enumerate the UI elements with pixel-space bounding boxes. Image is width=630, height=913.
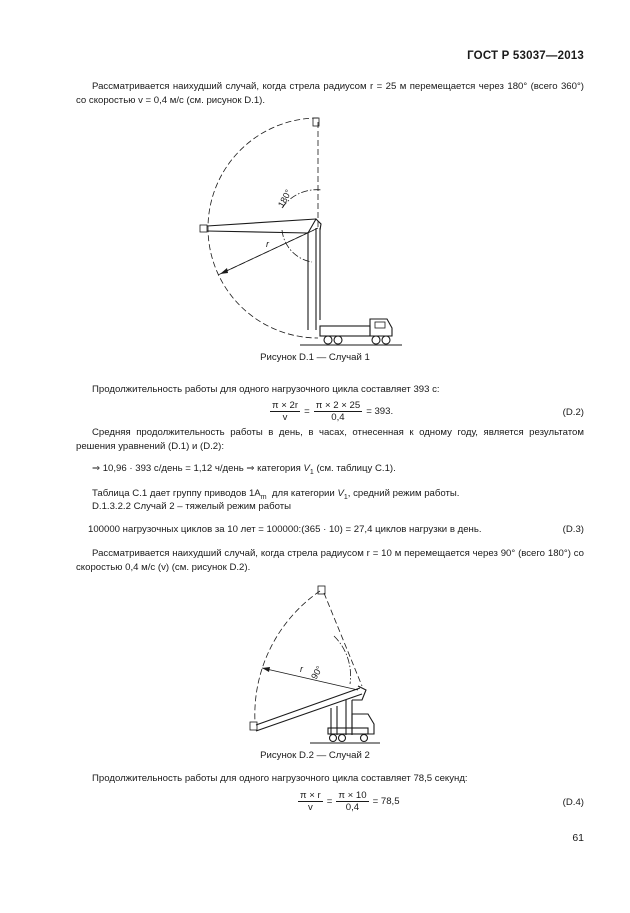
fig2-boom-tip xyxy=(250,722,257,730)
section-heading-case2: D.1.3.2.2 Случай 2 – тяжелый режим работы xyxy=(92,501,292,512)
paragraph-drive-group: Таблица С.1 дает группу приводов $1А_m$ для категории $V_1$, средний режим работы. xyxy=(92,488,460,501)
paragraph-case2-intro: Рассматривается наихудший случай, когда стрела радиусом r = 10 м перемещается через 90° (всего 180°) со скоростью 0,4 м/с (v) (см. рисунок D.2). xyxy=(76,548,584,573)
eq-d4-result: = 78,5 xyxy=(372,796,400,807)
paragraph-case1-intro: Рассматривается наихудший случай, когда стрела радиусом r = 25 м перемещается через 180° (всего 360°) со скоростью v = 0,4 м/с (см. рисунок D.1). xyxy=(76,81,584,106)
equation-d3: 100000 нагрузочных циклов за 10 лет = 100000:(365 · 10) = 27,4 циклов нагрузки в день. xyxy=(88,524,482,535)
equation-d2-number: (D.2) xyxy=(562,407,584,418)
fig1-radius-label: r xyxy=(266,239,269,249)
fig2-angle-label: 90° xyxy=(309,664,325,681)
equation-d3-number: (D.3) xyxy=(562,524,584,535)
equation-d4: $\frac{\pi \times r}{v}$ = $\frac{\pi \times 10}{0,4}$ = 78,5 xyxy=(300,790,400,813)
fig1-angle-label: 180° xyxy=(275,187,294,209)
eq-d4-lhs: $\frac{\pi \times r}{v}$ xyxy=(300,790,321,813)
document-header: ГОСТ Р 53037—2013 xyxy=(467,50,584,62)
fig2-boom-tip-top xyxy=(318,586,325,594)
eq-d2-result: = 393. xyxy=(366,406,394,417)
paragraph-d4-intro: Продолжительность работы для одного нагрузочного цикла составляет 78,5 секунд: xyxy=(92,773,468,784)
paragraph-d2-intro: Продолжительность работы для одного нагрузочного цикла составляет 393 с: xyxy=(92,384,440,395)
eq-d4-rhs: $\frac{\pi \times 10}{0,4}$ xyxy=(338,790,367,813)
fig2-truck-cab xyxy=(352,714,374,734)
eq-d2-lhs: $\frac{\pi \times 2r}{v}$ xyxy=(272,400,299,423)
page-number: 61 xyxy=(572,832,584,844)
fig2-swing-arc xyxy=(255,591,320,722)
fig2-radius-label: r xyxy=(300,664,303,674)
equation-d2: $\frac{\pi \times 2r}{v}$ = $\frac{\pi \times 2 \times 25}{0,4}$ = 393. xyxy=(272,400,394,423)
equation-d4-number: (D.4) xyxy=(562,797,584,808)
fig2-truck-body xyxy=(328,728,368,734)
paragraph-category-result: ⇒ 10,96 · 393 с/день = 1,12 ч/день ⇒ категория $V_1$ (см. таблицу С.1). xyxy=(92,463,396,476)
figure-d1-caption: Рисунок D.1 — Случай 1 xyxy=(260,352,370,363)
figure-d2-caption: Рисунок D.2 — Случай 2 xyxy=(260,750,370,761)
eq-d2-rhs: $\frac{\pi \times 2 \times 25}{0,4}$ xyxy=(315,400,361,423)
paragraph-average-duration: Средняя продолжительность работы в день, в часах, отнесенная к одному году, является результатом решения уравнений (D.1) и (D.2): xyxy=(76,427,584,452)
